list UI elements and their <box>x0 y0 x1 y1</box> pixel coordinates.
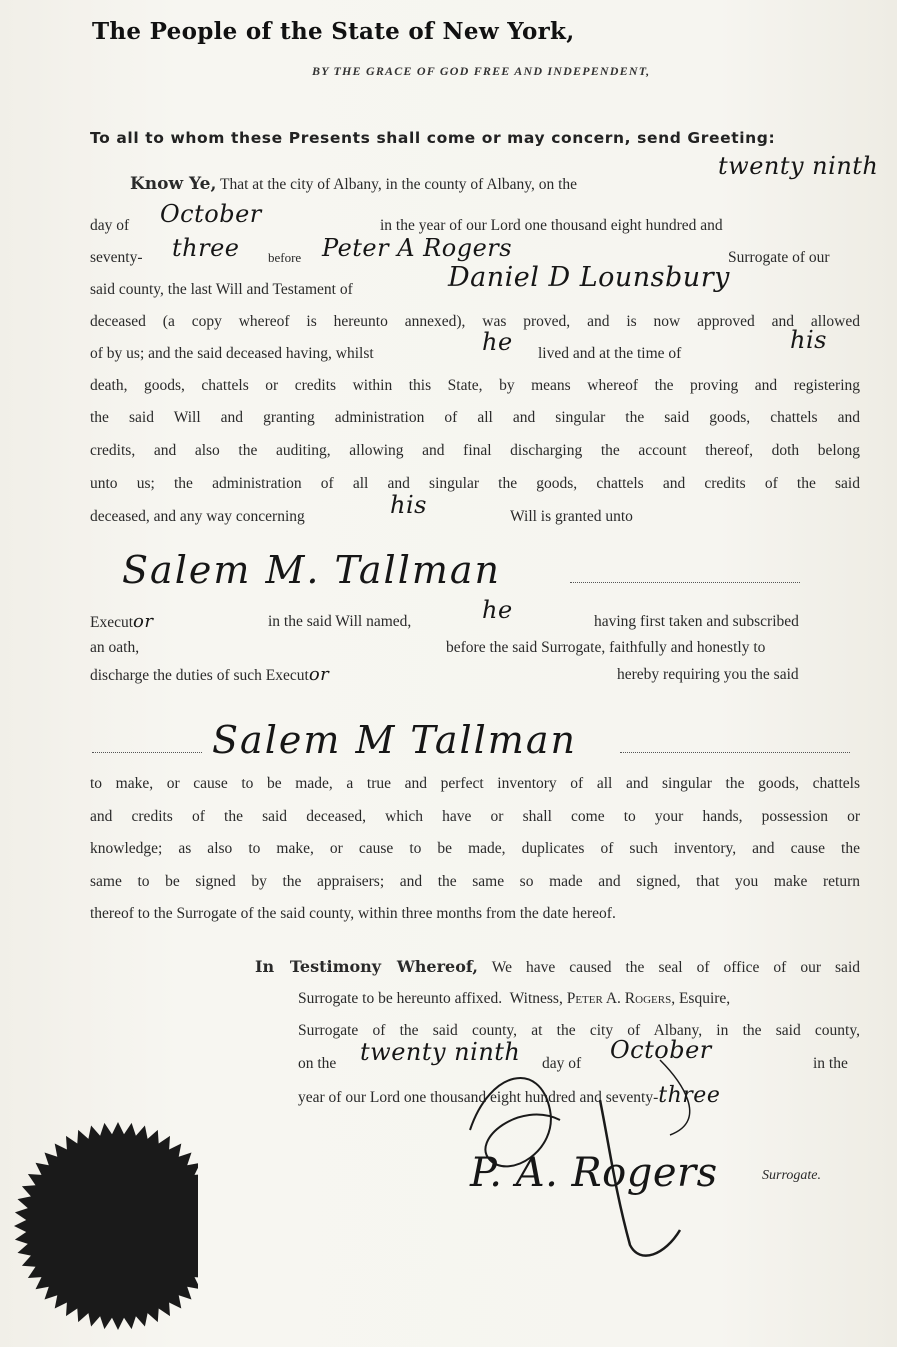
witness-name: Peter A. Rogers <box>566 990 672 1007</box>
body-text: We have caused the seal of office of our said <box>477 959 860 976</box>
body-line-17: knowledge; as also to make, or cause to be made, duplicates of such inventory, and cause the <box>90 840 860 857</box>
body-line-6 <box>90 326 860 366</box>
body-line-16: and credits of the said deceased, which have or shall come to your hands, possession or <box>90 808 860 825</box>
body-text: year of our Lord one thousand eight hundred and seventy- <box>298 1089 659 1106</box>
body-line-12 <box>90 596 860 634</box>
body-line-10: unto us; the administration of all and singular the goods, chattels and credits of the said <box>90 475 860 492</box>
body-line-5: deceased (a copy whereof is hereunto annexed), was proved, and is now approved and allowed <box>90 313 860 330</box>
body-text: having first taken and subscribed <box>594 613 799 630</box>
body-text: discharge the duties of such Execut <box>90 667 309 684</box>
handwritten-pronoun: his <box>390 491 427 519</box>
body-text: seventy- <box>90 249 143 266</box>
body-text: Surrogate to be hereunto affixed. Witness, <box>298 990 567 1007</box>
body-line-1 <box>90 152 879 196</box>
body-line-15: to make, or cause to be made, a true and perfect inventory of all and singular the goods, chattels <box>90 775 860 792</box>
body-text: in the <box>813 1055 848 1072</box>
body-text: , Esquire, <box>671 990 731 1007</box>
body-text: in the year of our Lord one thousand eight hundred and <box>380 217 723 234</box>
know-ye-lead: Know Ye, <box>130 174 217 194</box>
dotted-fill-line <box>620 752 850 753</box>
document-subtitle: BY THE GRACE OF GOD FREE AND INDEPENDENT, <box>312 64 651 78</box>
body-line-4 <box>90 262 860 302</box>
surrogate-signature: P. A. Rogers <box>470 1150 718 1196</box>
body-text: before the said Surrogate, faithfully and honestly to <box>446 639 766 656</box>
body-line-7: death, goods, chattels or credits within this State, by means whereof the proving and registering <box>90 377 860 394</box>
handwritten-executor-name: Salem M Tallman <box>212 718 577 762</box>
handwritten-suffix: or <box>308 664 330 685</box>
body-text: deceased, and any way concerning <box>90 508 305 525</box>
handwritten-pronoun: he <box>482 596 513 624</box>
body-line-8: the said Will and granting administration of all and singular the said goods, chattels and <box>90 409 860 426</box>
body-text: said county, the last Will and Testament of <box>90 281 353 298</box>
testimony-line-2 <box>298 987 860 1011</box>
body-line-19: thereof to the Surrogate of the said county, within three months from the date hereof. <box>90 905 616 922</box>
body-text: an oath, <box>90 639 140 656</box>
body-line-14 <box>90 663 860 687</box>
body-line-9: credits, and also the auditing, allowing and final discharging the account thereof, doth belong <box>90 442 860 459</box>
handwritten-date: twenty ninth <box>360 1038 521 1066</box>
testimony-line-3: Surrogate of the said county, at the city of Albany, in the said county, <box>298 1022 860 1039</box>
body-text: Surrogate of our <box>728 249 830 266</box>
greeting: To all to whom these Presents shall come or may concern, send Greeting: <box>90 129 776 147</box>
body-text: Will is granted unto <box>510 508 633 525</box>
testimony-lead: In Testimony Whereof, <box>255 957 478 976</box>
handwritten-year: three <box>658 1083 721 1108</box>
handwritten-deceased-name: Daniel D Lounsbury <box>448 262 730 293</box>
body-line-13 <box>90 636 860 660</box>
handwritten-year: three <box>172 234 240 262</box>
body-line-18: same to be signed by the appraisers; and the same so made and signed, that you make return <box>90 873 860 890</box>
body-text: before <box>268 250 302 265</box>
body-text: day of <box>90 217 130 234</box>
dotted-fill-line <box>570 582 800 583</box>
handwritten-pronoun: his <box>790 326 827 354</box>
handwritten-pronoun: he <box>482 328 513 356</box>
body-text: That at the city of Albany, in the county of Albany, on the <box>216 176 578 193</box>
dotted-fill-line <box>92 752 202 753</box>
body-line-11 <box>90 491 860 529</box>
body-text: on the <box>298 1055 337 1072</box>
body-text: day of <box>542 1055 582 1072</box>
body-text: of by us; and the said deceased having, whilst <box>90 345 374 362</box>
handwritten-suffix: or <box>133 611 154 632</box>
seal-icon <box>8 1108 198 1338</box>
document-title: The People of the State of New York, <box>92 18 575 45</box>
handwritten-date: twenty ninth <box>718 152 879 180</box>
body-text: hereby requiring you the said <box>617 666 799 683</box>
body-text: lived and at the time of <box>538 345 682 362</box>
body-text: in the said Will named, <box>268 613 412 630</box>
body-text: Execut <box>90 614 134 631</box>
handwritten-executor-name: Salem M. Tallman <box>122 548 502 592</box>
handwritten-month: October <box>610 1036 712 1064</box>
surrogate-label: Surrogate. <box>762 1168 821 1183</box>
testimony-line-1 <box>255 955 860 979</box>
handwritten-surrogate-name: Peter A Rogers <box>322 234 513 262</box>
handwritten-month: October <box>160 200 262 228</box>
